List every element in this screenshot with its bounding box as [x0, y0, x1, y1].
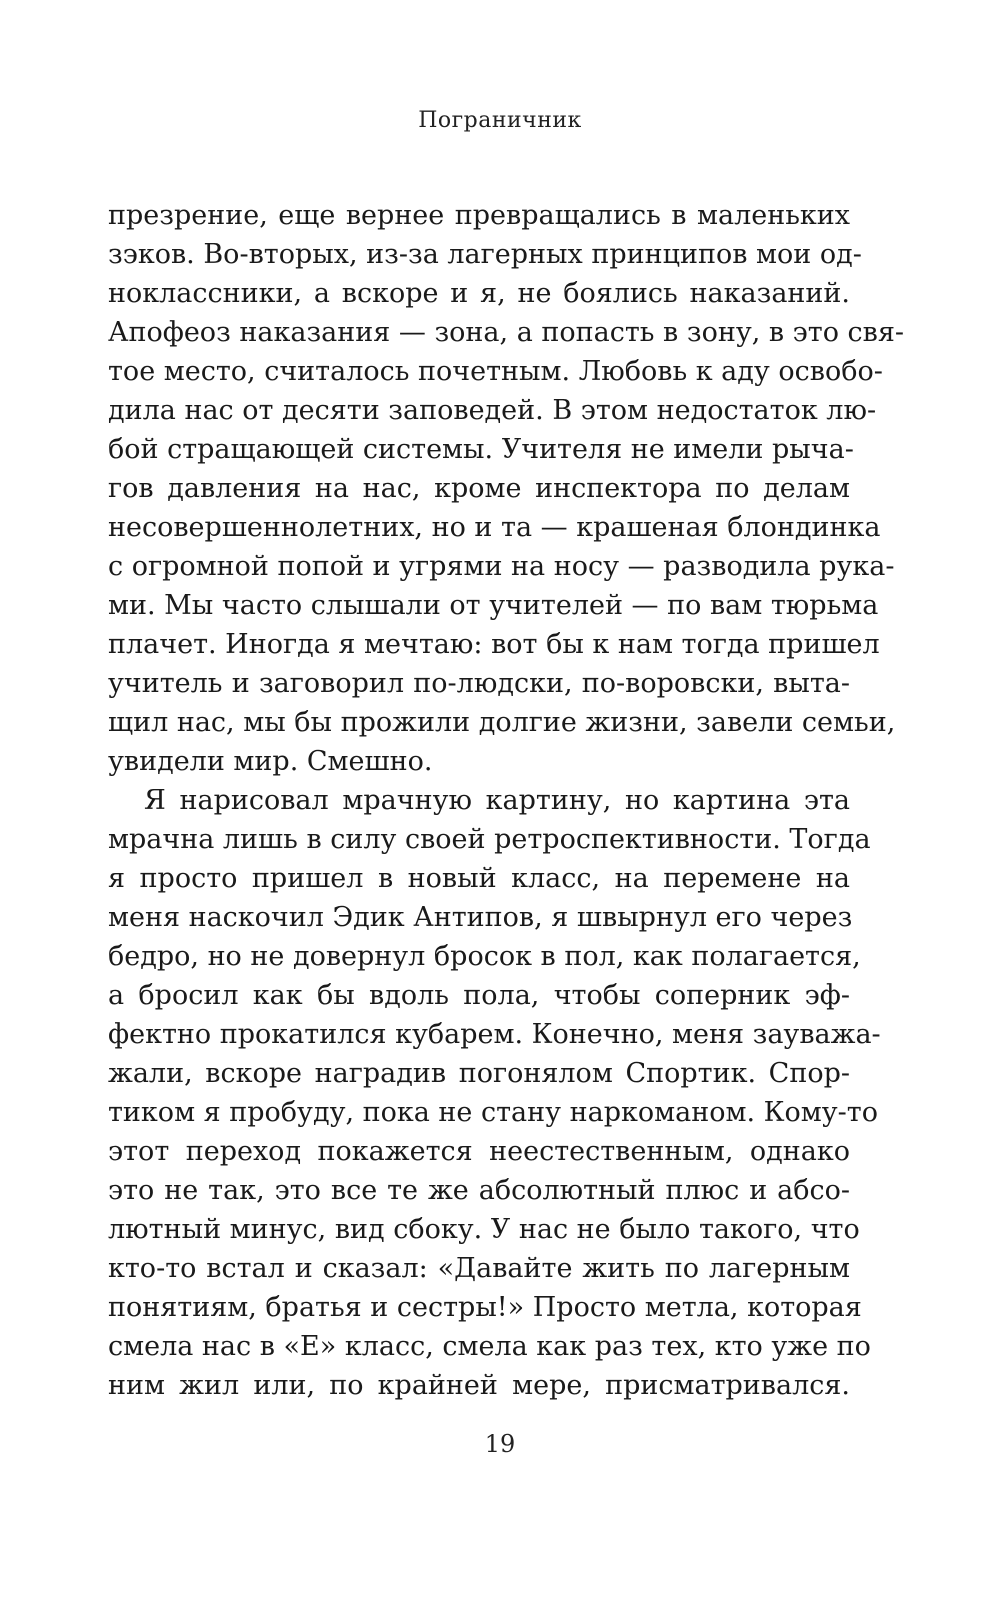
- text-line: кто-то встал и сказал: «Давайте жить по лагерным: [108, 1253, 850, 1284]
- text-line: смела нас в «Е» класс, смела как раз тех, кто уже по: [108, 1331, 871, 1362]
- text-line: ноклассники, а вскоре и я, не боялись наказаний.: [108, 278, 850, 309]
- text-line: ми. Мы часто слышали от учителей — по вам тюрьма: [108, 590, 879, 621]
- page-number: 19: [484, 1430, 516, 1458]
- text-line: гов давления на нас, кроме инспектора по делам: [108, 473, 850, 504]
- text-line: с огромной попой и угрями на носу — разводила рука-: [108, 551, 895, 582]
- text-line: ним жил или, по крайней мере, присматривался.: [108, 1370, 850, 1401]
- text-line: презрение, еще вернее превращались в маленьких: [108, 200, 850, 231]
- text-line: фектно прокатился кубарем. Конечно, меня зауважа-: [108, 1019, 881, 1050]
- text-line-paragraph-start: Я нарисовал мрачную картину, но картина эта: [144, 785, 850, 816]
- text-line: жали, вскоре наградив погонялом Спортик. Спор-: [108, 1058, 850, 1089]
- text-line: меня наскочил Эдик Антипов, я швырнул его через: [108, 902, 853, 933]
- text-line: щил нас, мы бы прожили долгие жизни, завели семьи,: [108, 707, 896, 738]
- body-text: [108, 196, 905, 1405]
- text-line: увидели мир. Смешно.: [108, 746, 433, 777]
- text-line: понятиям, братья и сестры!» Просто метла, которая: [108, 1292, 862, 1323]
- text-line: а бросил как бы вдоль пола, чтобы соперник эф-: [108, 980, 850, 1011]
- text-line: дила нас от десяти заповедей. В этом недостаток лю-: [108, 395, 877, 426]
- text-line: плачет. Иногда я мечтаю: вот бы к нам тогда пришел: [108, 629, 880, 660]
- text-line: бедро, но не довернул бросок в пол, как полагается,: [108, 941, 861, 972]
- running-title: Пограничник: [418, 108, 582, 133]
- text-line: это не так, это все те же абсолютный плюс и абсо-: [108, 1175, 850, 1206]
- text-line: лютный минус, вид сбоку. У нас не было такого, что: [108, 1214, 860, 1245]
- text-line: учитель и заговорил по-людски, по-воровски, выта-: [108, 668, 850, 699]
- text-line: мрачна лишь в силу своей ретроспективности. Тогда: [108, 824, 871, 855]
- text-line: я просто пришел в новый класс, на перемене на: [108, 863, 850, 894]
- text-line: Апофеоз наказания — зона, а попасть в зону, в это свя-: [108, 317, 905, 348]
- text-line: этот переход покажется неестественным, однако: [108, 1136, 850, 1167]
- text-line: бой стращающей системы. Учителя не имели рыча-: [108, 434, 854, 465]
- text-line: зэков. Во-вторых, из-за лагерных принципов мои од-: [108, 239, 862, 270]
- text-line: тиком я пробуду, пока не стану наркоманом. Кому-то: [108, 1097, 878, 1128]
- text-line: тое место, считалось почетным. Любовь к аду освобо-: [108, 356, 883, 387]
- text-line: несовершеннолетних, но и та — крашеная блондинка: [108, 512, 881, 543]
